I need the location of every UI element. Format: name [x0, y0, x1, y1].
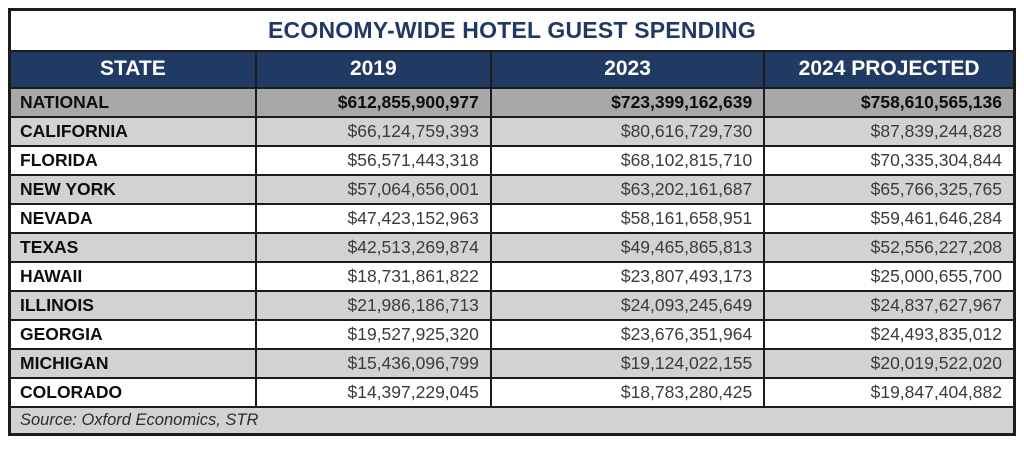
- state-cell: FLORIDA: [10, 146, 256, 175]
- table-row-illinois: [10, 291, 1015, 320]
- value-2024-cell: $24,837,627,967: [764, 291, 1014, 320]
- column-header-2019: 2019: [256, 51, 491, 88]
- value-2024-cell: $87,839,244,828: [764, 117, 1014, 146]
- hotel-guest-spending-table: [8, 8, 1016, 436]
- value-2019-cell: $15,436,096,799: [256, 349, 491, 378]
- table-header-row: [10, 51, 1015, 88]
- value-2019-cell: $57,064,656,001: [256, 175, 491, 204]
- value-2019-cell: $56,571,443,318: [256, 146, 491, 175]
- value-2024-cell: $20,019,522,020: [764, 349, 1014, 378]
- table-row-georgia: [10, 320, 1015, 349]
- value-2023-cell: $58,161,658,951: [491, 204, 764, 233]
- state-cell: ILLINOIS: [10, 291, 256, 320]
- value-2024-cell: $52,556,227,208: [764, 233, 1014, 262]
- table-title: ECONOMY-WIDE HOTEL GUEST SPENDING: [10, 10, 1015, 51]
- value-2019-cell: $14,397,229,045: [256, 378, 491, 407]
- value-2024-cell: $19,847,404,882: [764, 378, 1014, 407]
- state-cell: TEXAS: [10, 233, 256, 262]
- table-row-colorado: [10, 378, 1015, 407]
- value-2019-cell: $66,124,759,393: [256, 117, 491, 146]
- state-cell: NATIONAL: [10, 88, 256, 117]
- value-2023-cell: $49,465,865,813: [491, 233, 764, 262]
- value-2023-cell: $63,202,161,687: [491, 175, 764, 204]
- source-note: Source: Oxford Economics, STR: [10, 407, 1015, 435]
- table-row-california: [10, 117, 1015, 146]
- table-title-row: [10, 10, 1015, 51]
- table-row-texas: [10, 233, 1015, 262]
- value-2024-cell: $24,493,835,012: [764, 320, 1014, 349]
- table-row-national: [10, 88, 1015, 117]
- value-2019-cell: $19,527,925,320: [256, 320, 491, 349]
- column-header-2023: 2023: [491, 51, 764, 88]
- value-2019-cell: $612,855,900,977: [256, 88, 491, 117]
- state-cell: HAWAII: [10, 262, 256, 291]
- table-row-michigan: [10, 349, 1015, 378]
- state-cell: NEW YORK: [10, 175, 256, 204]
- state-cell: MICHIGAN: [10, 349, 256, 378]
- value-2024-cell: $65,766,325,765: [764, 175, 1014, 204]
- value-2023-cell: $18,783,280,425: [491, 378, 764, 407]
- value-2023-cell: $23,676,351,964: [491, 320, 764, 349]
- value-2019-cell: $21,986,186,713: [256, 291, 491, 320]
- table-row-florida: [10, 146, 1015, 175]
- value-2023-cell: $80,616,729,730: [491, 117, 764, 146]
- state-cell: NEVADA: [10, 204, 256, 233]
- value-2024-cell: $59,461,646,284: [764, 204, 1014, 233]
- value-2024-cell: $70,335,304,844: [764, 146, 1014, 175]
- value-2023-cell: $723,399,162,639: [491, 88, 764, 117]
- value-2024-cell: $758,610,565,136: [764, 88, 1014, 117]
- table-row-new-york: [10, 175, 1015, 204]
- value-2023-cell: $19,124,022,155: [491, 349, 764, 378]
- state-cell: COLORADO: [10, 378, 256, 407]
- value-2023-cell: $24,093,245,649: [491, 291, 764, 320]
- state-cell: CALIFORNIA: [10, 117, 256, 146]
- source-row: [10, 407, 1015, 435]
- table-row-nevada: [10, 204, 1015, 233]
- column-header-state: STATE: [10, 51, 256, 88]
- column-header-2024-projected: 2024 PROJECTED: [764, 51, 1014, 88]
- value-2019-cell: $47,423,152,963: [256, 204, 491, 233]
- state-cell: GEORGIA: [10, 320, 256, 349]
- value-2019-cell: $42,513,269,874: [256, 233, 491, 262]
- value-2023-cell: $68,102,815,710: [491, 146, 764, 175]
- value-2019-cell: $18,731,861,822: [256, 262, 491, 291]
- table-row-hawaii: [10, 262, 1015, 291]
- value-2023-cell: $23,807,493,173: [491, 262, 764, 291]
- value-2024-cell: $25,000,655,700: [764, 262, 1014, 291]
